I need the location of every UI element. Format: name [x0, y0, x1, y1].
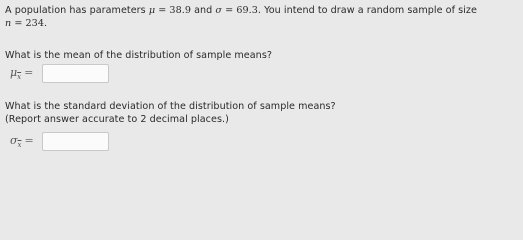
question2-instruction: (Report answer accurate to 2 decimal places.): [5, 114, 229, 125]
problem-intro-rest: . You intend to draw a random sample of size: [257, 5, 477, 16]
sd-of-sample-means-label: $\sigma_{\overline{x}}$ =: [10, 134, 34, 149]
problem-intro: A population has parameters: [5, 5, 146, 16]
sigma-symbol: σ: [215, 5, 223, 16]
problem-statement-line2: n = 234.: [5, 18, 48, 29]
and-text: and: [194, 5, 213, 16]
mu-symbol: μ: [148, 5, 156, 16]
mu-value: 38.9: [169, 5, 191, 16]
problem-statement-line1: A population has parameters μ = 38.9 and σ = 69.3. You intend to draw a random sample of size: [5, 5, 477, 16]
sigma-value: 69.3: [236, 5, 258, 16]
n-value: 234.: [25, 18, 48, 29]
mean-of-sample-means-label: $\mu_{\overline{x}}$ =: [10, 66, 34, 81]
question1-text: What is the mean of the distribution of sample means?: [5, 50, 273, 61]
question2-text: What is the standard deviation of the distribution of sample means?: [5, 101, 336, 112]
n-symbol: n: [5, 18, 12, 29]
sd-answer-input[interactable]: [42, 132, 109, 151]
mean-answer-input[interactable]: [42, 64, 109, 83]
